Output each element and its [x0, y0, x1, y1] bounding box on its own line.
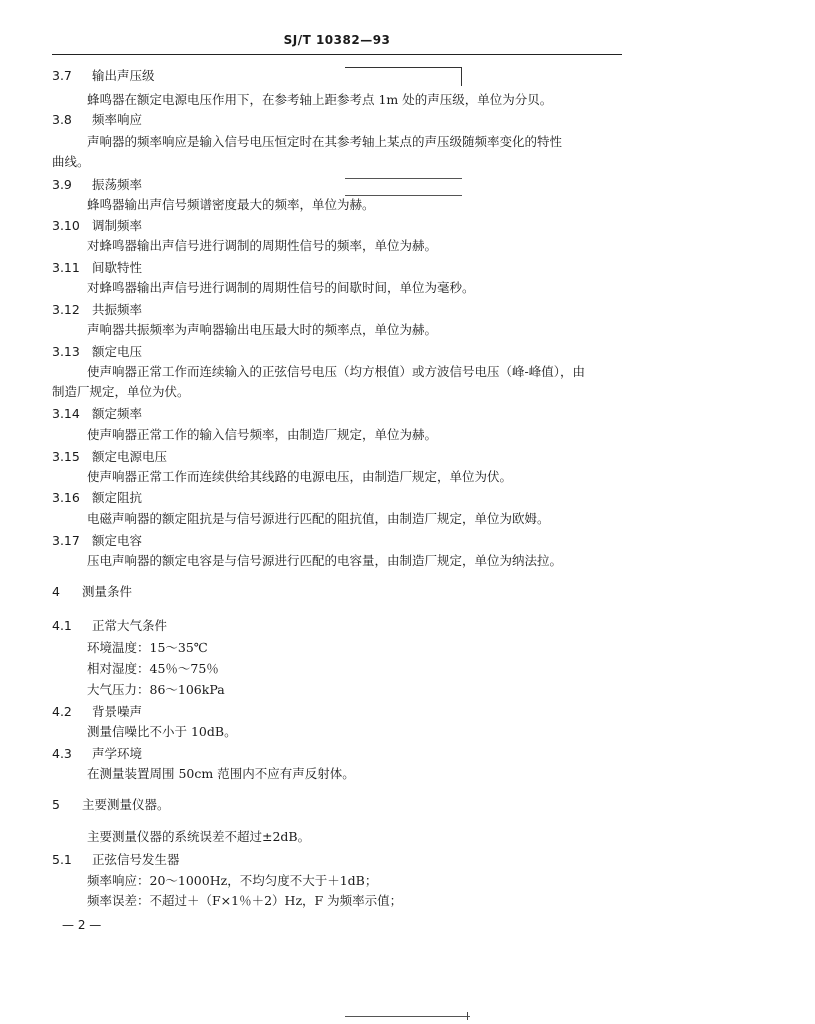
paragraph-line: 对蜂鸣器输出声信号进行调制的周期性信号的频率，单位为赫。 [87, 238, 438, 253]
section-number: 3.17 [52, 533, 80, 548]
paragraph-line: 相对湿度：45％～75％ [87, 661, 219, 676]
paragraph-line: 大气压力：86～106kPa [87, 682, 225, 697]
section-number: 5 [52, 797, 60, 812]
section-title: 共振频率 [92, 302, 143, 317]
paragraph-line: 使声响器正常工作而连续供给其线路的电源电压，由制造厂规定，单位为伏。 [87, 469, 513, 484]
section-heading [52, 490, 142, 506]
section-number: 3.11 [52, 260, 80, 275]
section-heading [52, 344, 142, 360]
section-heading [52, 406, 142, 422]
section-number: 3.13 [52, 344, 80, 359]
paragraph-continuation: 曲线。 [52, 154, 90, 169]
header-rule [52, 54, 622, 55]
paragraph-line: 蜂鸣器在额定电源电压作用下，在参考轴上距参考点 1m 处的声压级，单位为分贝。 [87, 92, 553, 107]
section-title: 测量条件 [82, 584, 133, 599]
section-heading [52, 177, 142, 193]
paragraph-line: 对蜂鸣器输出声信号进行调制的周期性信号的间歇时间，单位为毫秒。 [87, 280, 475, 295]
scan-artifact-tick [467, 1012, 468, 1020]
standard-code-header: SJ/T 10382—93 [283, 33, 391, 47]
section-title: 正常大气条件 [92, 618, 168, 633]
section-number: 3.7 [52, 68, 72, 83]
section-heading [52, 218, 142, 234]
section-heading [52, 302, 142, 318]
paragraph-line: 测量信噪比不小于 10dB。 [87, 724, 237, 739]
section-title: 额定频率 [92, 406, 143, 421]
section-number: 3.9 [52, 177, 72, 192]
paragraph-line: 压电声响器的额定电容是与信号源进行匹配的电容量，由制造厂规定，单位为纳法拉。 [87, 553, 563, 568]
paragraph-line: 使声响器正常工作的输入信号频率，由制造厂规定，单位为赫。 [87, 427, 438, 442]
section-title: 额定电容 [92, 533, 143, 548]
section-number: 3.16 [52, 490, 80, 505]
section-title: 额定阻抗 [92, 490, 143, 505]
section-title: 背景噪声 [92, 704, 143, 719]
section-number: 3.14 [52, 406, 80, 421]
section-heading [52, 533, 142, 549]
section-heading [52, 852, 180, 868]
section-number: 4.1 [52, 618, 72, 633]
section-title: 间歇特性 [92, 260, 143, 275]
paragraph-line: 频率响应：20～1000Hz，不均匀度不大于＋1dB； [87, 873, 378, 888]
section-title: 额定电压 [92, 344, 143, 359]
section-heading [52, 449, 167, 465]
page-number: — 2 — [62, 918, 102, 932]
section-title: 频率响应 [92, 112, 143, 127]
section-title: 振荡频率 [92, 177, 143, 192]
section-title: 声学环境 [92, 746, 143, 761]
section-number: 4 [52, 584, 60, 599]
paragraph-line: 电磁声响器的额定阻抗是与信号源进行匹配的阻抗值，由制造厂规定，单位为欧姆。 [87, 511, 550, 526]
section-title: 正弦信号发生器 [92, 852, 180, 867]
paragraph-line: 蜂鸣器输出声信号频谱密度最大的频率，单位为赫。 [87, 197, 375, 212]
scan-artifact-line [345, 178, 462, 179]
section-heading [52, 260, 142, 276]
section-number: 3.8 [52, 112, 72, 127]
section-heading [52, 618, 167, 634]
major-section-heading [52, 797, 170, 813]
paragraph-line: 主要测量仪器的系统误差不超过±2dB。 [87, 829, 311, 844]
section-heading [52, 112, 142, 128]
section-number: 3.15 [52, 449, 80, 464]
major-section-heading [52, 584, 132, 600]
scan-artifact-box [345, 67, 462, 86]
section-title: 额定电源电压 [92, 449, 168, 464]
paragraph-line: 声响器的频率响应是输入信号电压恒定时在其参考轴上某点的声压级随频率变化的特性 [87, 134, 563, 149]
paragraph-line: 在测量装置周围 50cm 范围内不应有声反射体。 [87, 766, 355, 781]
section-number: 4.3 [52, 746, 72, 761]
section-title: 输出声压级 [92, 68, 155, 83]
paragraph-line: 频率误差：不超过＋（F×1％＋2）Hz，F 为频率示值； [87, 893, 403, 908]
section-number: 4.2 [52, 704, 72, 719]
section-number: 5.1 [52, 852, 72, 867]
paragraph-line: 环境温度：15～35℃ [87, 640, 208, 655]
scan-artifact-line [345, 195, 462, 196]
scan-artifact-line [345, 1016, 470, 1017]
paragraph-continuation: 制造厂规定，单位为伏。 [52, 384, 190, 399]
paragraph-line: 使声响器正常工作而连续输入的正弦信号电压（均方根值）或方波信号电压（峰-峰值），由 [87, 364, 585, 379]
section-heading [52, 68, 155, 84]
section-title: 调制频率 [92, 218, 143, 233]
paragraph-line: 声响器共振频率为声响器输出电压最大时的频率点，单位为赫。 [87, 322, 438, 337]
section-heading [52, 704, 142, 720]
section-title: 主要测量仪器。 [82, 797, 170, 812]
section-number: 3.12 [52, 302, 80, 317]
section-heading [52, 746, 142, 762]
section-number: 3.10 [52, 218, 80, 233]
